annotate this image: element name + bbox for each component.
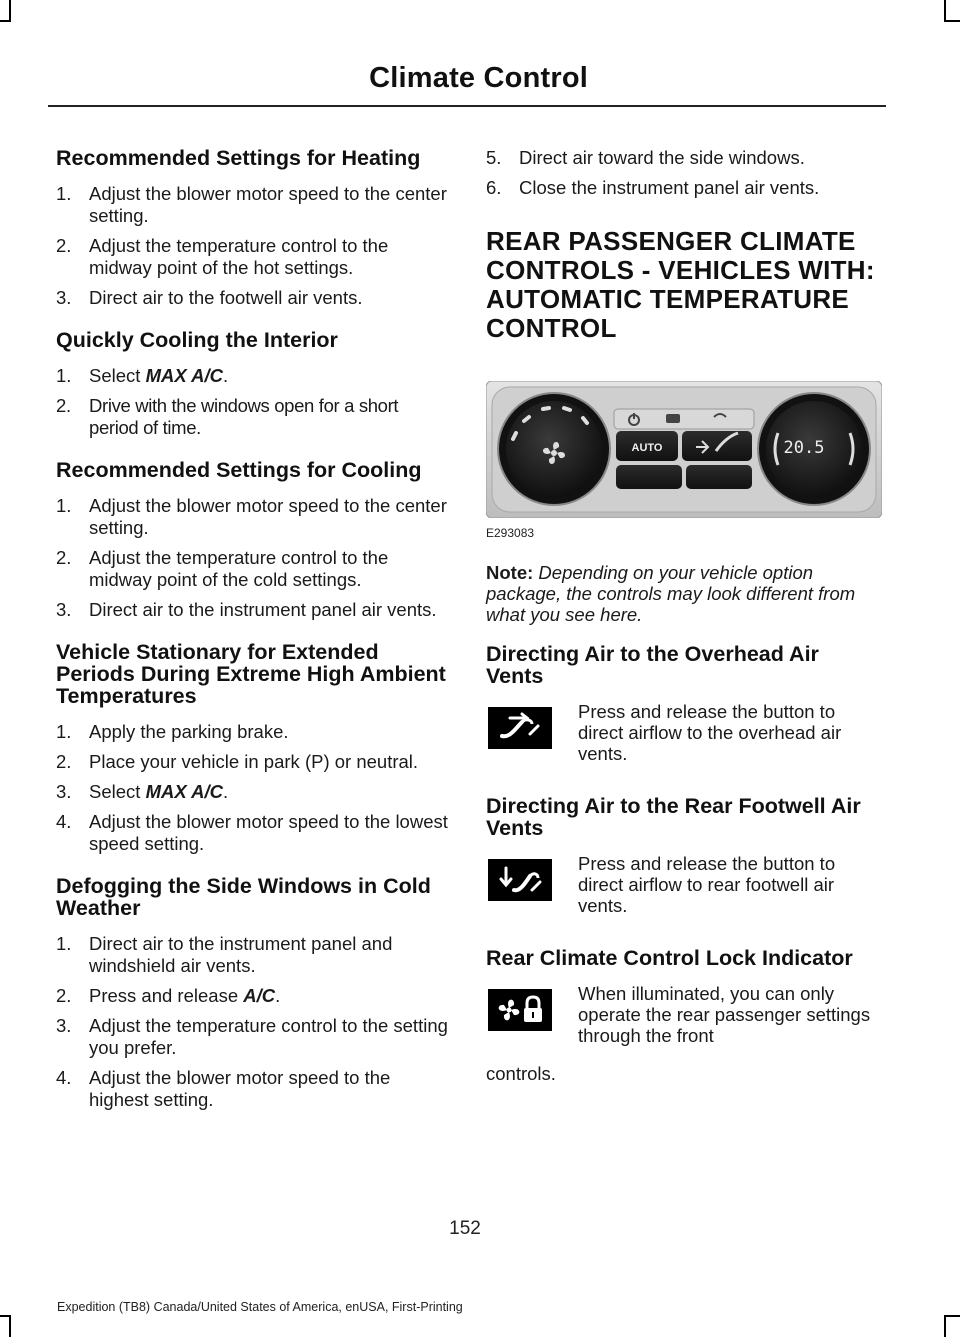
section-heading: Recommended Settings for Cooling: [56, 458, 422, 482]
crop-mark: [0, 20, 11, 22]
footwell-air-icon: [488, 859, 552, 901]
step-list: [56, 495, 448, 621]
instruction-row: [486, 701, 882, 781]
header-rule: [48, 105, 886, 107]
instruction-row: [486, 853, 882, 933]
page-header-title: Climate Control: [369, 62, 588, 94]
command-text: MAX A/C: [145, 781, 223, 802]
crop-mark: [9, 0, 11, 22]
list-item: 2. Adjust the temperature control to the midway point of the hot settings.: [56, 235, 389, 278]
section-heading: Vehicle Stationary for Extended Periods During Extreme High Ambient Temperatures: [56, 640, 446, 708]
list-item: 2. Adjust the temperature control to the midway point of the cold settings.: [56, 547, 389, 590]
list-item: 3. Adjust the temperature control to the setting you prefer.: [56, 1015, 448, 1058]
crop-mark: [946, 20, 960, 22]
command-text: A/C: [243, 985, 276, 1006]
crop-mark: [0, 1315, 11, 1317]
list-item: 3. Direct air to the footwell air vents.: [56, 287, 363, 308]
svg-text:20.5: 20.5: [783, 438, 825, 458]
crop-mark: [944, 0, 946, 22]
overhead-air-icon: [488, 707, 552, 749]
note: Note: Depending on your vehicle option package, the controls may look different from what you see here.: [486, 562, 856, 625]
list-item: 1. Adjust the blower motor speed to the center setting.: [56, 183, 447, 226]
list-item: 1. Select MAX A/C.: [56, 365, 229, 386]
footer-text: Expedition (TB8) Canada/United States of America, enUSA, First-Printing: [57, 1300, 463, 1314]
step-list: [56, 933, 448, 1111]
crop-mark: [946, 1315, 960, 1317]
list-item: 2. Place your vehicle in park (P) or neutral.: [56, 751, 419, 772]
fan-lock-icon: [488, 989, 552, 1031]
list-item: 2. Drive with the windows open for a short period of time.: [56, 395, 399, 438]
list-item: 1. Apply the parking brake.: [56, 721, 289, 742]
command-text: MAX A/C: [145, 365, 223, 386]
svg-text:AUTO: AUTO: [631, 442, 663, 454]
rear-climate-panel-image: [486, 381, 882, 518]
crop-mark: [9, 1315, 11, 1337]
list-item: 4. Adjust the blower motor speed to the highest setting.: [56, 1067, 391, 1110]
crop-mark: [944, 1315, 946, 1337]
step-list: [56, 183, 448, 309]
list-item: 4. Adjust the blower motor speed to the lowest speed setting.: [56, 811, 448, 854]
list-item: 2. Press and release A/C.: [56, 985, 281, 1006]
section-heading: Directing Air to the Overhead Air Vents: [486, 642, 819, 688]
list-item: 1. Adjust the blower motor speed to the center setting.: [56, 495, 447, 538]
instruction-text: When illuminated, you can only operate the rear passenger settings through the front: [578, 983, 871, 1046]
main-heading: REAR PASSENGER CLIMATE CONTROLS - VEHICLES WITH: AUTOMATIC TEMPERATURE CONTROL: [486, 226, 875, 343]
step-list: [56, 721, 448, 855]
list-item: 5. Direct air toward the side windows.: [486, 147, 805, 168]
section-heading: Rear Climate Control Lock Indicator: [486, 946, 853, 970]
instruction-text-continued: controls.: [486, 1063, 556, 1084]
right-column: [486, 147, 882, 1084]
instruction-text: Press and release the button to direct airflow to rear footwell air vents.: [578, 853, 836, 916]
step-list: [486, 147, 882, 199]
step-list: [56, 365, 448, 439]
section-heading: Directing Air to the Rear Footwell Air Vents: [486, 794, 861, 840]
list-item: 3. Direct air to the instrument panel air vents.: [56, 599, 437, 620]
instruction-text: Press and release the button to direct airflow to the overhead air vents.: [578, 701, 842, 764]
list-item: 1. Direct air to the instrument panel and windshield air vents.: [56, 933, 393, 976]
figure-id: E293083: [486, 526, 535, 540]
instruction-row: [486, 983, 882, 1063]
list-item: 6. Close the instrument panel air vents.: [486, 177, 820, 198]
section-heading: Defogging the Side Windows in Cold Weather: [56, 874, 431, 920]
list-item: 3. Select MAX A/C.: [56, 781, 229, 802]
section-heading: Quickly Cooling the Interior: [56, 328, 338, 352]
left-column: [56, 147, 448, 1131]
page-number: 152: [449, 1218, 481, 1239]
section-heading: Recommended Settings for Heating: [56, 146, 421, 170]
